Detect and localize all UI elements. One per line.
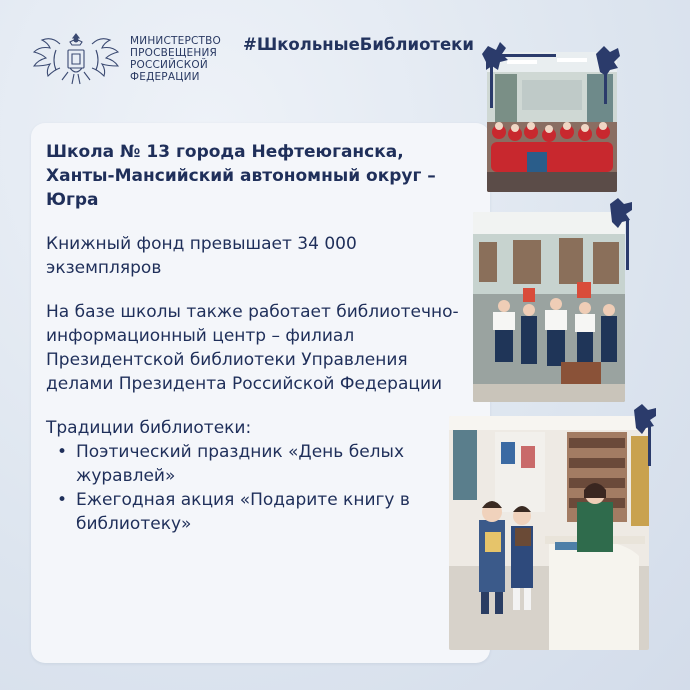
list-item — [46, 440, 476, 488]
traditions-list — [46, 440, 476, 536]
school-title: Школа № 13 города Нефтеюганска, Ханты-Мансийский автономный округ – Югра — [46, 142, 436, 210]
ministry-line-4: ФЕДЕРАЦИИ — [130, 71, 200, 83]
traditions-heading: Традиции библиотеки: — [46, 418, 252, 438]
tradition-1: Поэтический праздник «День белых журавлей» — [76, 442, 405, 486]
ministry-name — [130, 35, 221, 83]
header — [30, 28, 221, 90]
ministry-line-3: РОССИЙСКОЙ — [130, 59, 208, 71]
corner-ornament-icon — [626, 400, 666, 470]
center-text: На базе школы также работает библиотечно-информационный центр – филиал Президентской библиотеки Управления делами Президента Российской Федерации — [46, 302, 459, 394]
ministry-line-1: МИНИСТЕРСТВО — [130, 35, 221, 47]
corner-ornament-icon — [478, 40, 626, 120]
content-card — [31, 123, 490, 663]
eagle-emblem-icon — [30, 28, 122, 90]
bullet-icon: • — [57, 490, 68, 510]
fund-text: Книжный фонд превышает 34 000 экземпляров — [46, 234, 357, 278]
photo-library-desk — [449, 416, 649, 650]
bullet-icon: • — [57, 442, 68, 462]
ministry-line-2: ПРОСВЕЩЕНИЯ — [130, 47, 218, 59]
tradition-2: Ежегодная акция «Подарите книгу в библиотеку» — [76, 490, 410, 534]
card-content — [46, 140, 476, 536]
corner-ornament-icon — [600, 196, 640, 276]
list-item — [46, 488, 476, 536]
hashtag: #ШкольныеБиблиотеки — [243, 35, 474, 54]
